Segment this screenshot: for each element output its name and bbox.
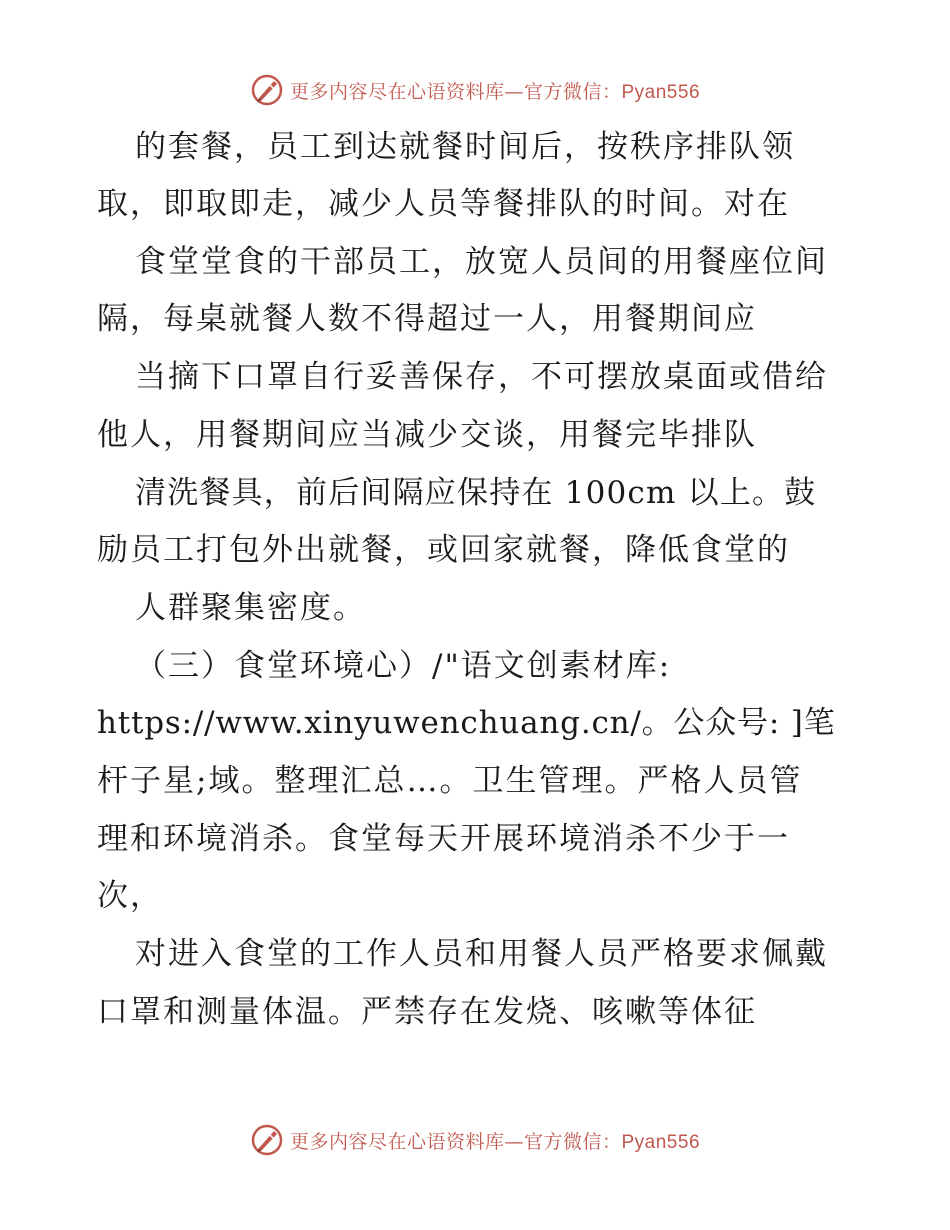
body-line: 理和环境消杀。食堂每天开展环境消杀不少于一 bbox=[97, 821, 790, 857]
body-line: 励员工打包外出就餐，或回家就餐，降低食堂的 bbox=[97, 532, 790, 568]
footer-wechat-id: Pyan556 bbox=[621, 1131, 701, 1153]
header-wechat-id: Pyan556 bbox=[621, 81, 701, 103]
body-line: 取，即取即走，减少人员等餐排队的时间。对在 bbox=[97, 186, 790, 222]
header-banner-text bbox=[290, 77, 700, 104]
body-line: 杆子星;域。整理汇总…。卫生管理。严格人员管 bbox=[97, 763, 803, 799]
body-line: 他人，用餐期间应当减少交谈，用餐完毕排队 bbox=[97, 417, 757, 453]
body-line: https://www.xinyuwenchuang.cn/。公众号: ]笔 bbox=[97, 705, 836, 741]
body-line: 清洗餐具，前后间隔应保持在 100cm 以上。鼓 bbox=[135, 475, 817, 511]
body-line: 对进入食堂的工作人员和用餐人员严格要求佩戴 bbox=[135, 936, 828, 972]
body-line: 次， bbox=[97, 878, 163, 914]
body-line: 隔，每桌就餐人数不得超过一人，用餐期间应 bbox=[97, 301, 757, 337]
footer-banner bbox=[0, 1120, 950, 1160]
body-line: 的套餐，员工到达就餐时间后，按秩序排队领 bbox=[135, 129, 795, 165]
body-line: 口罩和测量体温。严禁存在发烧、咳嗽等体征 bbox=[97, 994, 757, 1030]
quill-pen-logo-icon bbox=[250, 73, 284, 107]
body-line: 食堂堂食的干部员工，放宽人员间的用餐座位间 bbox=[135, 244, 828, 280]
footer-banner-label: 更多内容尽在心语资料库—官方微信： bbox=[289, 1130, 622, 1153]
quill-pen-logo-icon bbox=[250, 1123, 284, 1157]
header-banner bbox=[0, 70, 950, 110]
header-banner-label: 更多内容尽在心语资料库—官方微信： bbox=[289, 80, 622, 103]
footer-banner-text bbox=[290, 1127, 700, 1154]
section-heading: （三）食堂环境心）/"语文创素材库: bbox=[135, 648, 672, 684]
body-line: 当摘下口罩自行妥善保存，不可摆放桌面或借给 bbox=[135, 359, 828, 395]
body-line: 人群聚集密度。 bbox=[135, 590, 366, 626]
